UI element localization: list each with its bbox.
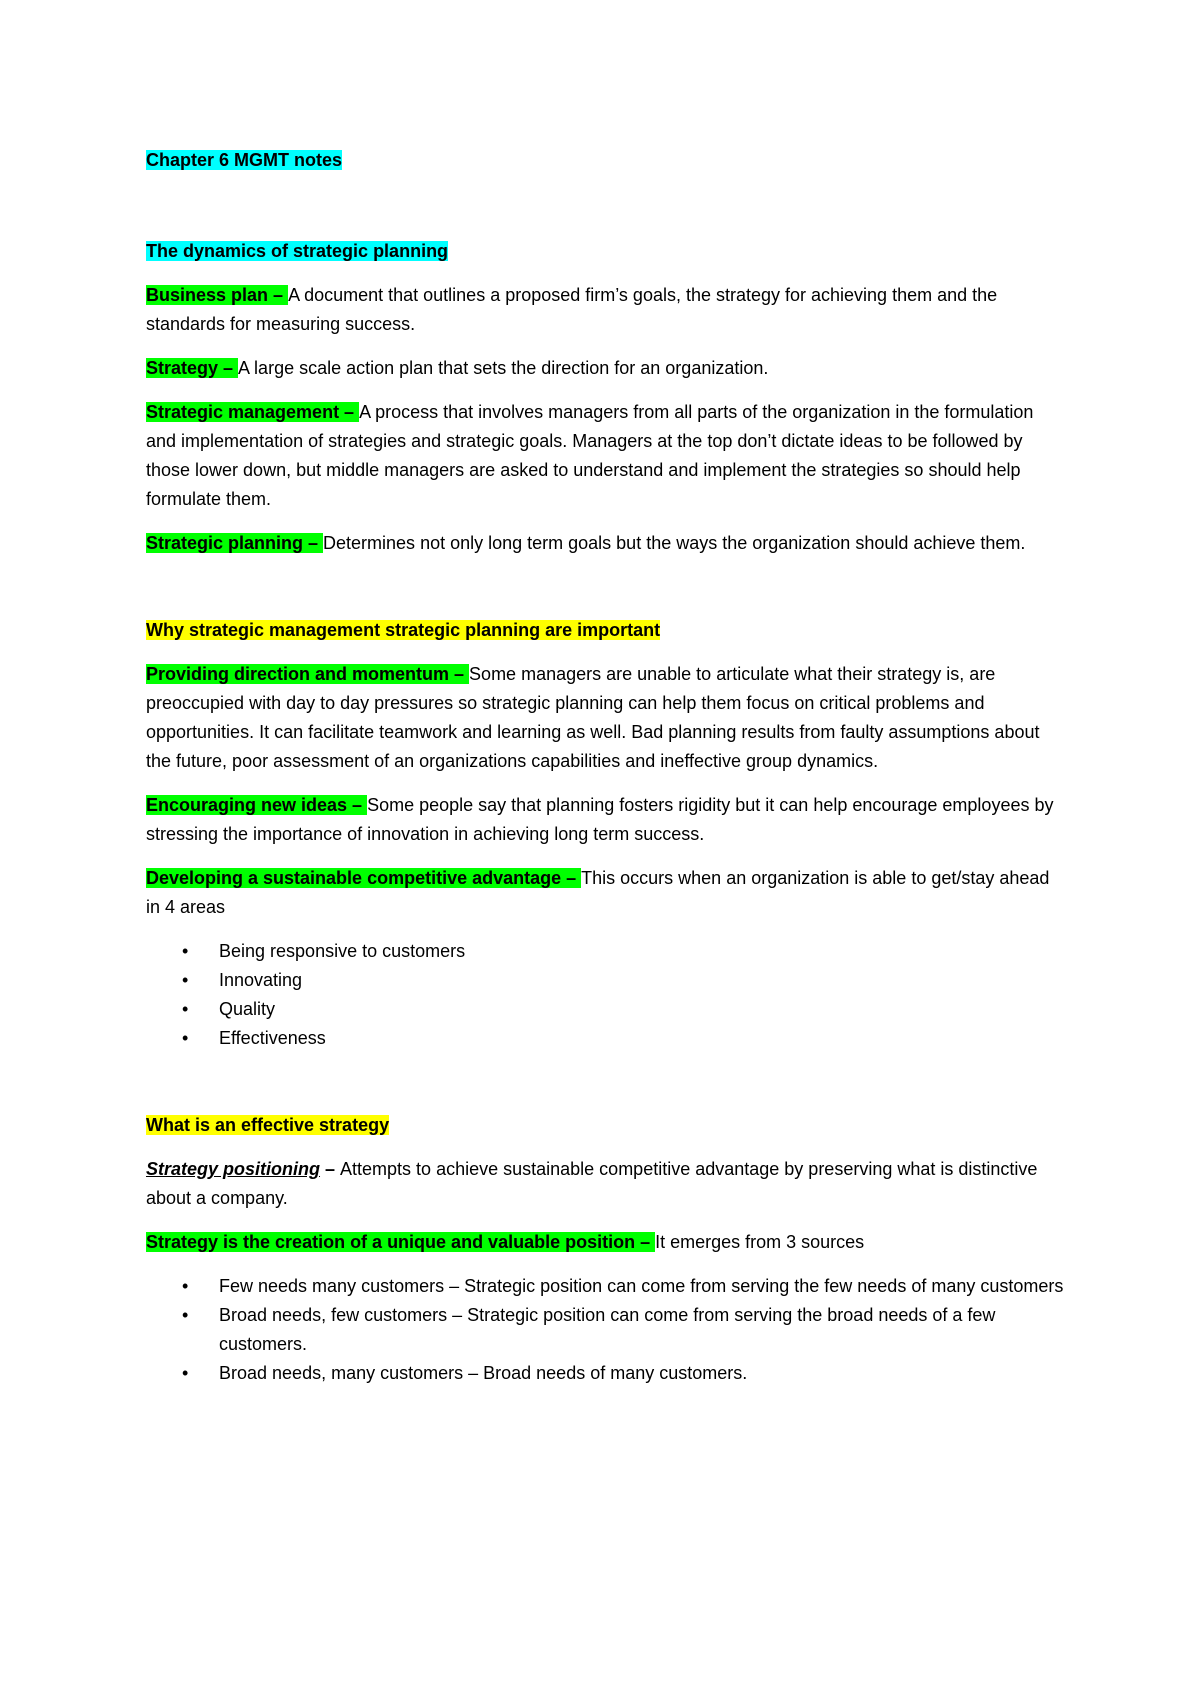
section-heading-dynamics [146, 237, 1066, 266]
bullet-icon: • [182, 941, 189, 961]
bullet-icon: • [182, 999, 189, 1019]
bullet-icon: • [182, 1305, 189, 1325]
position-sources-list [146, 1272, 1066, 1388]
list-item-text: Quality [219, 999, 276, 1019]
definition-text: Some people say that planning fosters rigidity but it can help encourage employees by stressing the importance of innovation in achieving long term success. [146, 795, 1054, 844]
advantage-areas-list [146, 937, 1066, 1053]
definition-text: Some managers are unable to articulate what their strategy is, are preoccupied with day to day pressures so strategic planning can help them focus on critical problems and opportunities. It can facilitate teamwork and learning as well. Bad planning results from faulty assumptions about the future, poor assessment of an organizations capabilities and ineffective group dynamics. [146, 664, 1040, 771]
definition-text: Determines not only long term goals but the ways the organization should achieve them. [323, 533, 1026, 553]
document-content [146, 146, 1066, 1403]
entry-strategic-management [146, 398, 1066, 514]
list-item [146, 1359, 1066, 1388]
bullet-icon: • [182, 1363, 189, 1383]
list-item [146, 1272, 1066, 1301]
list-item-text: Broad needs, many customers – Broad needs of many customers. [219, 1363, 748, 1383]
term-label: Strategy – [146, 358, 239, 378]
definition-text: Attempts to achieve sustainable competitive advantage by preserving what is distinctive about a company. [146, 1159, 1038, 1208]
entry-business-plan [146, 281, 1066, 339]
definition-text: A document that outlines a proposed firm’s goals, the strategy for achieving them and the standards for measuring success. [146, 285, 998, 334]
section-heading-importance-text: Why strategic management strategic planning are important [146, 620, 661, 640]
document-title-text: Chapter 6 MGMT notes [146, 150, 343, 170]
definition-text: A large scale action plan that sets the direction for an organization. [238, 358, 769, 378]
entry-strategy-positioning [146, 1155, 1066, 1213]
term-label: Developing a sustainable competitive advantage – [146, 868, 582, 888]
entry-direction-momentum [146, 660, 1066, 776]
entry-new-ideas [146, 791, 1066, 849]
bullet-icon: • [182, 1276, 189, 1296]
term-label: Strategic management – [146, 402, 360, 422]
section-heading-importance [146, 616, 1066, 645]
list-item-text: Innovating [219, 970, 303, 990]
list-item-text: Being responsive to customers [219, 941, 466, 961]
term-label: Strategic planning – [146, 533, 324, 553]
section-heading-effective-strategy [146, 1111, 1066, 1140]
definition-text: This occurs when an organization is able to get/stay ahead in 4 areas [146, 868, 1050, 917]
term-label: Business plan – [146, 285, 289, 305]
term-label: Providing direction and momentum – [146, 664, 470, 684]
entry-unique-position [146, 1228, 1066, 1257]
term-dash: – [320, 1159, 341, 1179]
list-item [146, 1301, 1066, 1359]
entry-strategy [146, 354, 1066, 383]
definition-text: A process that involves managers from all parts of the organization in the formulation and implementation of strategies and strategic goals. Managers at the top don’t dictate ideas to be followed by those lower down, but middle managers are asked to understand and implement the strategies so should help formulate them. [146, 402, 1034, 509]
bullet-icon: • [182, 1028, 189, 1048]
entry-competitive-advantage [146, 864, 1066, 922]
list-item-text: Effectiveness [219, 1028, 326, 1048]
list-item-text: Few needs many customers – Strategic position can come from serving the few needs of many customers [219, 1276, 1064, 1296]
list-item [146, 966, 1066, 995]
list-item [146, 937, 1066, 966]
section-heading-effective-strategy-text: What is an effective strategy [146, 1115, 390, 1135]
term-label: Encouraging new ideas – [146, 795, 368, 815]
section-heading-dynamics-text: The dynamics of strategic planning [146, 241, 449, 261]
list-item [146, 1024, 1066, 1053]
definition-text: It emerges from 3 sources [655, 1232, 865, 1252]
bullet-icon: • [182, 970, 189, 990]
list-item-text: Broad needs, few customers – Strategic position can come from serving the broad needs of a few customers. [219, 1305, 996, 1354]
entry-strategic-planning [146, 529, 1066, 558]
term-label: Strategy is the creation of a unique and valuable position – [146, 1232, 656, 1252]
term-label: Strategy positioning [146, 1159, 321, 1179]
list-item [146, 995, 1066, 1024]
document-title [146, 146, 1066, 175]
